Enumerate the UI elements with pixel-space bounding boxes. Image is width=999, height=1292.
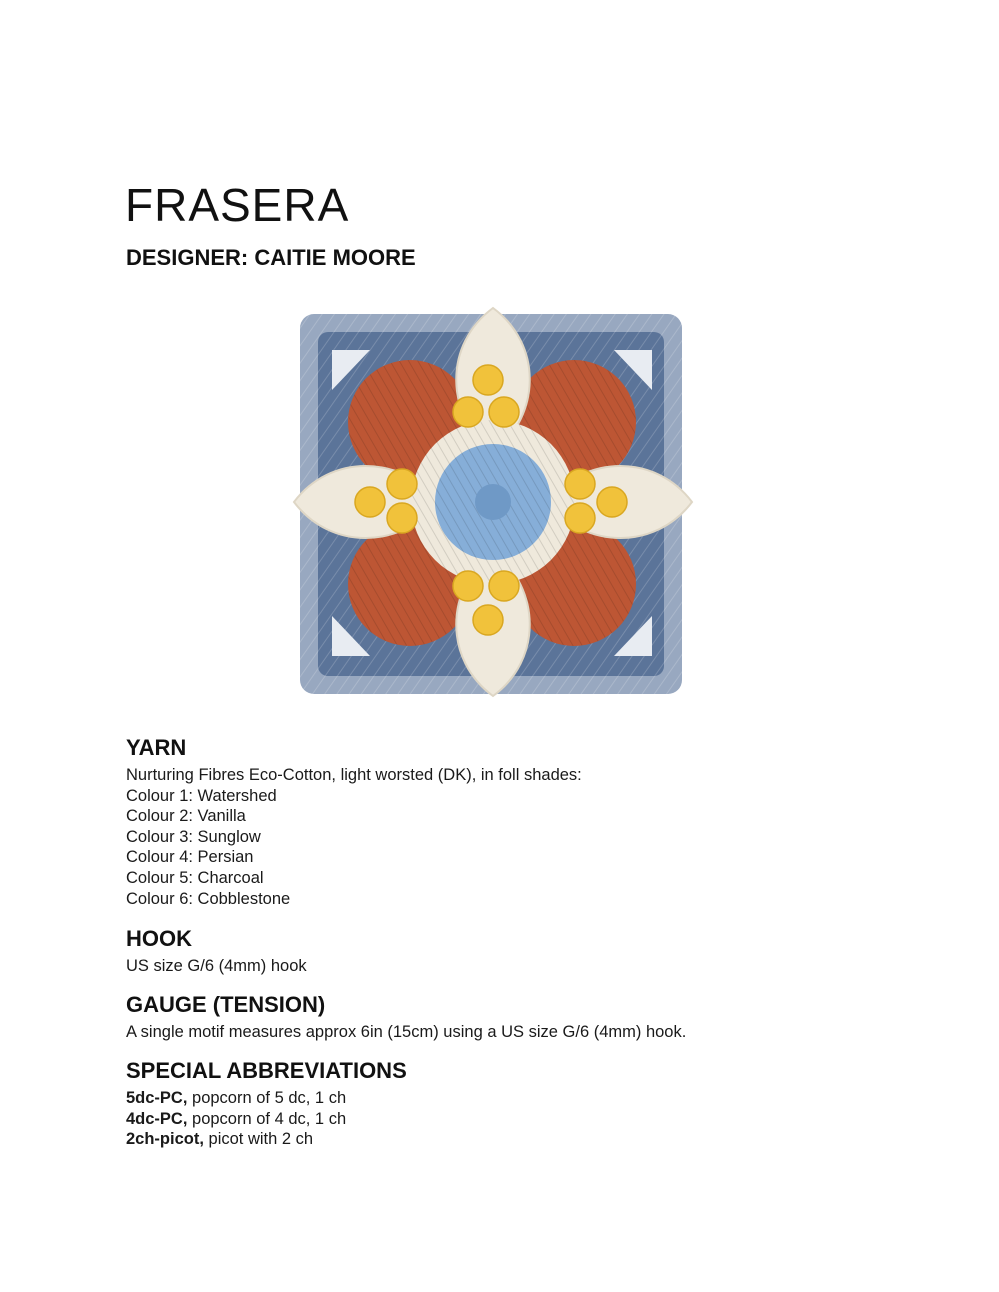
hook-text: US size G/6 (4mm) hook	[126, 957, 307, 975]
yarn-intro: Nurturing Fibres Eco-Cotton, light worsted (DK), in foll shades:	[126, 766, 582, 784]
hook-heading: HOOK	[126, 926, 192, 951]
abbreviation-item	[126, 1109, 407, 1130]
yarn-colour-4: Colour 4: Persian	[126, 848, 254, 867]
yarn-colour-2: Colour 2: Vanilla	[126, 807, 246, 826]
gauge-text: A single motif measures approx 6in (15cm) using a US size G/6 (4mm) hook.	[126, 1023, 687, 1041]
abbreviation-definition: popcorn of 4 dc, 1 ch	[187, 1109, 347, 1128]
crochet-motif-image	[292, 304, 694, 700]
abbreviation-term: 5dc-PC,	[126, 1089, 188, 1107]
gauge-section	[126, 992, 686, 1043]
designer-credit: DESIGNER: CAITIE MOORE	[126, 245, 416, 270]
abbreviation-term: 4dc-PC,	[126, 1109, 188, 1128]
hook-section	[126, 926, 307, 977]
abbreviation-term: 2ch-picot,	[126, 1130, 204, 1149]
yarn-colour-1: Colour 1: Watershed	[126, 786, 277, 805]
yarn-section	[126, 735, 582, 909]
abbreviations-heading: SPECIAL ABBREVIATIONS	[126, 1058, 407, 1083]
abbreviation-definition: popcorn of 5 dc, 1 ch	[187, 1089, 347, 1107]
abbreviations-section	[126, 1058, 407, 1150]
yarn-colour-3: Colour 3: Sunglow	[126, 827, 261, 846]
abbreviation-item	[126, 1088, 407, 1109]
gauge-heading: GAUGE (TENSION)	[126, 992, 326, 1017]
pattern-title: FRASERA	[125, 179, 350, 231]
abbreviation-definition: picot with 2 ch	[203, 1130, 314, 1149]
yarn-heading: YARN	[126, 735, 187, 760]
abbreviation-item	[126, 1129, 407, 1150]
yarn-colour-5: Colour 5: Charcoal	[126, 868, 264, 887]
yarn-colour-6: Colour 6: Cobblestone	[126, 889, 291, 908]
